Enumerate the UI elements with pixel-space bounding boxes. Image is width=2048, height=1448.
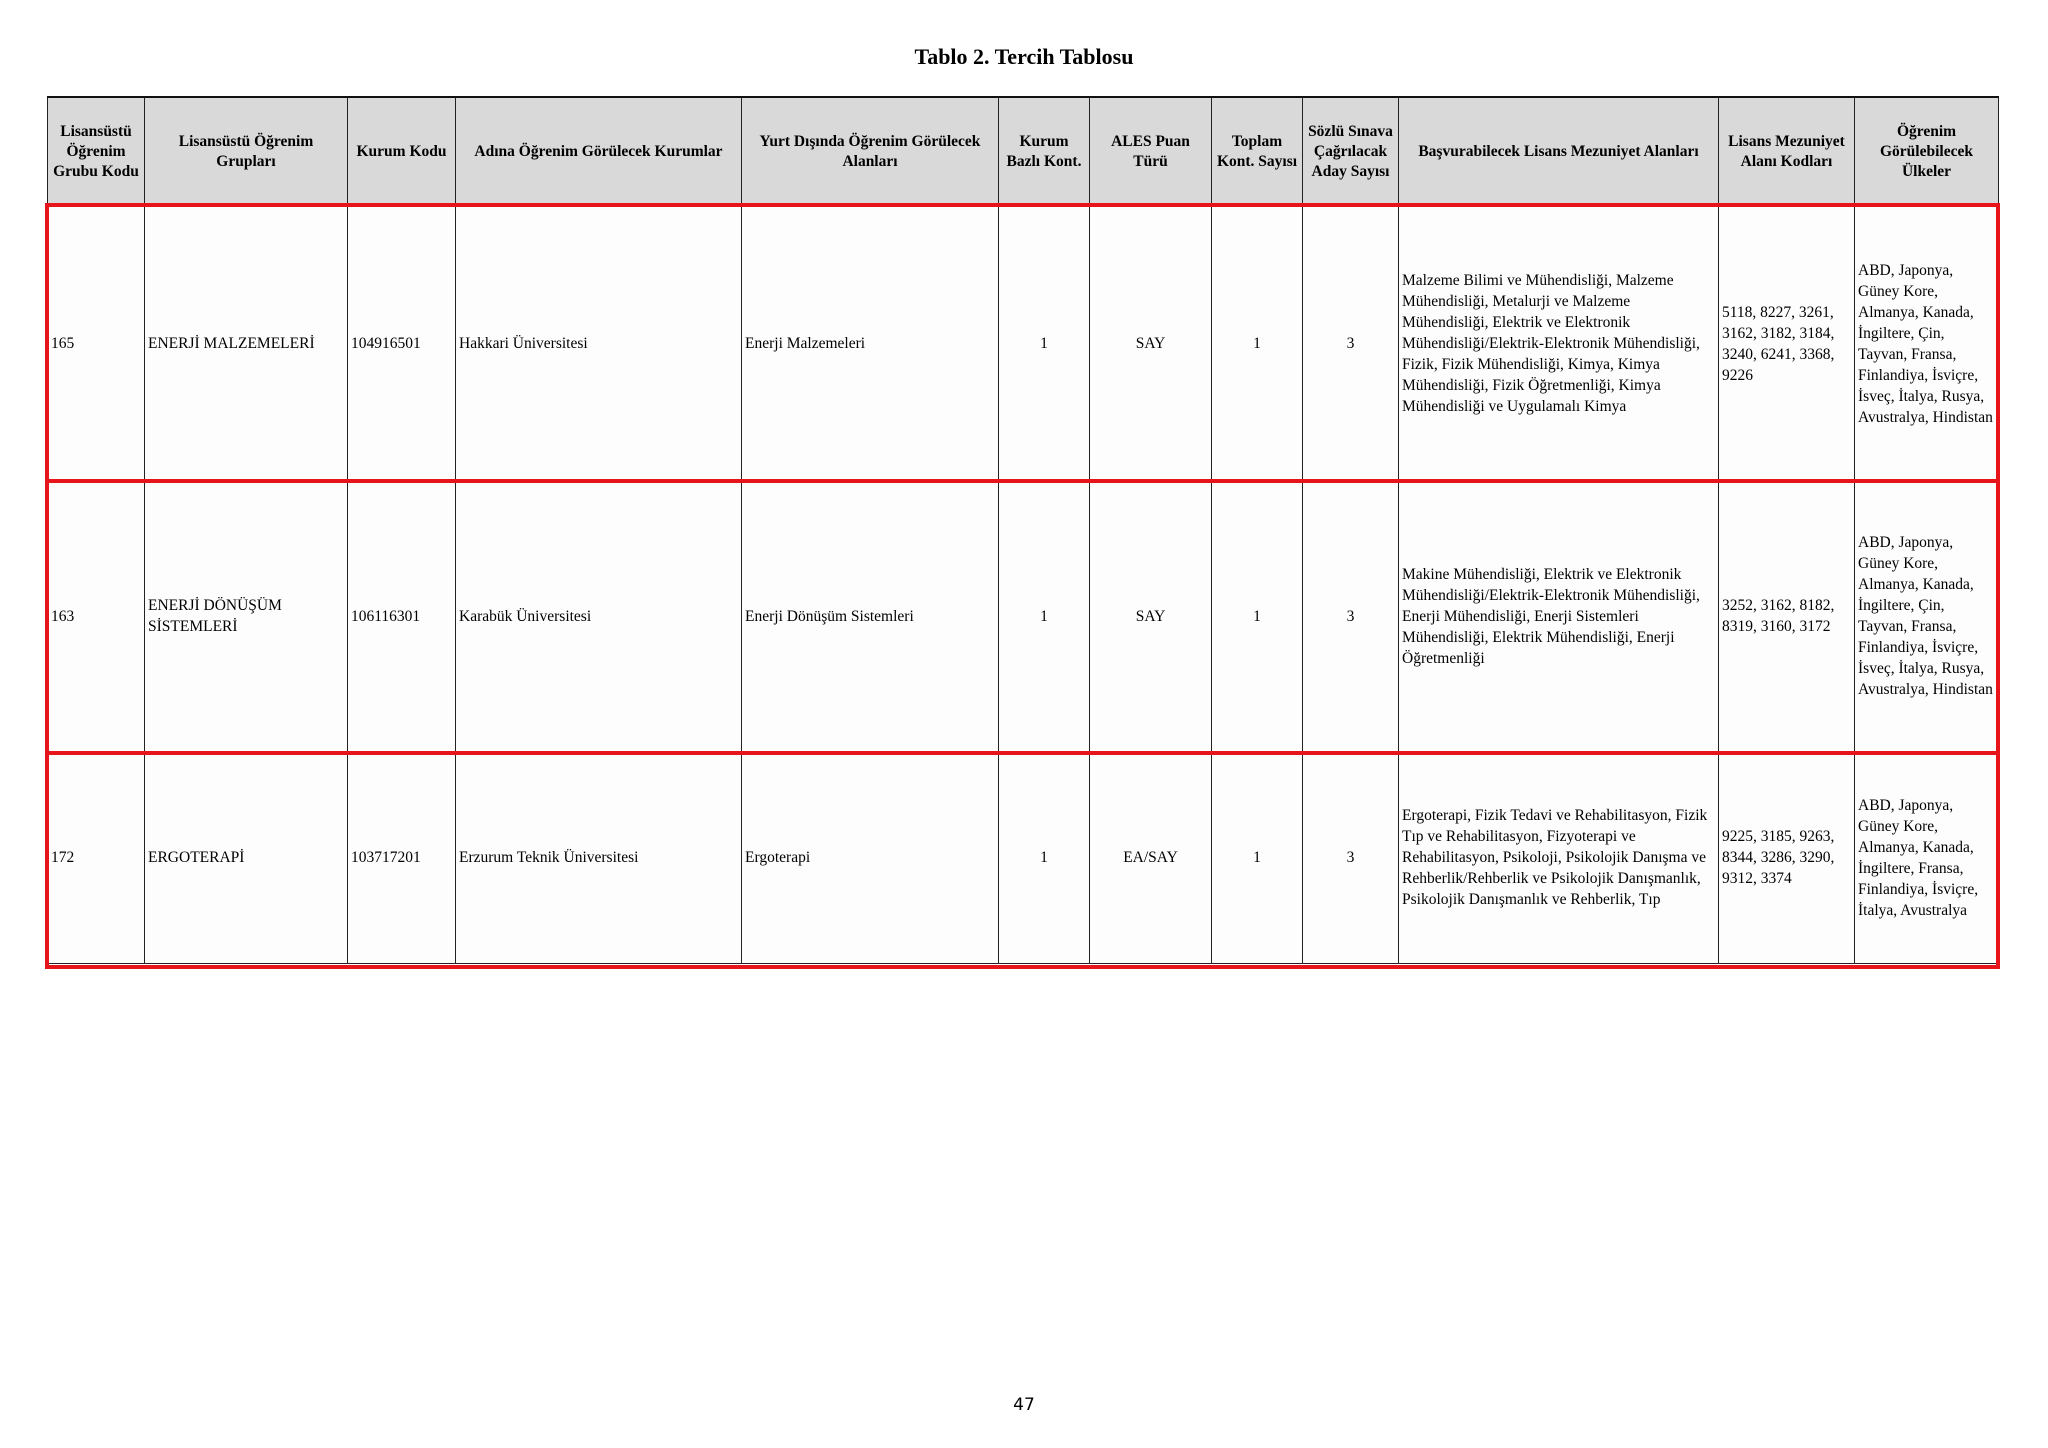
cell-sozlu: 3 bbox=[1303, 206, 1399, 481]
cell-mezuniyet-alanlari: Malzeme Bilimi ve Mühendisliği, Malzeme Mühendisliği, Metalurji ve Malzeme Mühendisliği, Elektrik ve Elektronik Mühendisliği/Elektrik-Elektronik Mühendisliği, Fizik, Fizik Mühendisliği, Kimya, Kimya Mühendisliği, Fizik Öğretmenliği, Kimya Mühendisliği ve Uygulamalı Kimya bbox=[1399, 206, 1719, 481]
cell-alan: Enerji Malzemeleri bbox=[742, 206, 999, 481]
cell-alan-kodlari: 5118, 8227, 3261, 3162, 3182, 3184, 3240, 6241, 3368, 9226 bbox=[1719, 206, 1855, 481]
cell-kurum: Karabük Üniversitesi bbox=[456, 481, 742, 752]
cell-grup-kodu: 172 bbox=[48, 752, 145, 964]
cell-kurum-kont: 1 bbox=[999, 752, 1090, 964]
cell-ales: SAY bbox=[1090, 481, 1212, 752]
header-grup-adi: Lisansüstü Öğrenim Grupları bbox=[145, 97, 348, 206]
cell-grup-adi: ENERJİ DÖNÜŞÜM SİSTEMLERİ bbox=[145, 481, 348, 752]
cell-sozlu: 3 bbox=[1303, 752, 1399, 964]
header-ales: ALES Puan Türü bbox=[1090, 97, 1212, 206]
header-alan: Yurt Dışında Öğrenim Görülecek Alanları bbox=[742, 97, 999, 206]
cell-ulkeler: ABD, Japonya, Güney Kore, Almanya, Kanada, İngiltere, Çin, Tayvan, Fransa, Finlandiya, İsviçre, İsveç, İtalya, Rusya, Avustralya, Hindistan bbox=[1855, 481, 1999, 752]
cell-kurum-kodu: 104916501 bbox=[348, 206, 456, 481]
header-mezuniyet-alanlari: Başvurabilecek Lisans Mezuniyet Alanları bbox=[1399, 97, 1719, 206]
cell-ulkeler: ABD, Japonya, Güney Kore, Almanya, Kanada, İngiltere, Fransa, Finlandiya, İsviçre, İtalya, Avustralya bbox=[1855, 752, 1999, 964]
cell-kurum: Erzurum Teknik Üniversitesi bbox=[456, 752, 742, 964]
cell-alan-kodlari: 9225, 3185, 9263, 8344, 3286, 3290, 9312, 3374 bbox=[1719, 752, 1855, 964]
table-row bbox=[48, 481, 1999, 752]
cell-toplam-kont: 1 bbox=[1212, 206, 1303, 481]
table-row bbox=[48, 752, 1999, 964]
cell-grup-adi: ERGOTERAPİ bbox=[145, 752, 348, 964]
cell-toplam-kont: 1 bbox=[1212, 752, 1303, 964]
page-title: Tablo 2. Tercih Tablosu bbox=[914, 44, 1134, 69]
header-sozlu: Sözlü Sınava Çağrılacak Aday Sayısı bbox=[1303, 97, 1399, 206]
cell-mezuniyet-alanlari: Ergoterapi, Fizik Tedavi ve Rehabilitasyon, Fizik Tıp ve Rehabilitasyon, Fizyoterapi ve Rehabilitasyon, Psikoloji, Psikolojik Danışma ve Rehberlik/Rehberlik ve Psikolojik Danışmanlık, Psikolojik Danışmanlık ve Rehberlik, Tıp bbox=[1399, 752, 1719, 964]
cell-sozlu: 3 bbox=[1303, 481, 1399, 752]
header-alan-kodlari: Lisans Mezuniyet Alanı Kodları bbox=[1719, 97, 1855, 206]
cell-alan-kodlari: 3252, 3162, 8182, 8319, 3160, 3172 bbox=[1719, 481, 1855, 752]
cell-mezuniyet-alanlari: Makine Mühendisliği, Elektrik ve Elektronik Mühendisliği/Elektrik-Elektronik Mühendisliği, Enerji Mühendisliği, Enerji Sistemleri Mühendisliği, Elektrik Mühendisliği, Enerji Öğretmenliği bbox=[1399, 481, 1719, 752]
cell-kurum-kodu: 106116301 bbox=[348, 481, 456, 752]
cell-grup-kodu: 165 bbox=[48, 206, 145, 481]
cell-kurum-kodu: 103717201 bbox=[348, 752, 456, 964]
cell-kurum: Hakkari Üniversitesi bbox=[456, 206, 742, 481]
cell-alan: Enerji Dönüşüm Sistemleri bbox=[742, 481, 999, 752]
cell-grup-kodu: 163 bbox=[48, 481, 145, 752]
cell-toplam-kont: 1 bbox=[1212, 481, 1303, 752]
cell-ulkeler: ABD, Japonya, Güney Kore, Almanya, Kanada, İngiltere, Çin, Tayvan, Fransa, Finlandiya, İsviçre, İsveç, İtalya, Rusya, Avustralya, Hindistan bbox=[1855, 206, 1999, 481]
page-number: 47 bbox=[1013, 1395, 1035, 1415]
cell-ales: EA/SAY bbox=[1090, 752, 1212, 964]
cell-grup-adi: ENERJİ MALZEMELERİ bbox=[145, 206, 348, 481]
header-ulkeler: Öğrenim Görülebilecek Ülkeler bbox=[1855, 97, 1999, 206]
cell-kurum-kont: 1 bbox=[999, 481, 1090, 752]
header-kurum-kont: Kurum Bazlı Kont. bbox=[999, 97, 1090, 206]
header-grup-kodu: Lisansüstü Öğrenim Grubu Kodu bbox=[48, 97, 145, 206]
table-header-row bbox=[48, 97, 1999, 206]
preference-table bbox=[47, 96, 1999, 964]
header-kurum: Adına Öğrenim Görülecek Kurumlar bbox=[456, 97, 742, 206]
cell-kurum-kont: 1 bbox=[999, 206, 1090, 481]
header-kurum-kodu: Kurum Kodu bbox=[348, 97, 456, 206]
table-row bbox=[48, 206, 1999, 481]
cell-alan: Ergoterapi bbox=[742, 752, 999, 964]
header-toplam-kont: Toplam Kont. Sayısı bbox=[1212, 97, 1303, 206]
cell-ales: SAY bbox=[1090, 206, 1212, 481]
